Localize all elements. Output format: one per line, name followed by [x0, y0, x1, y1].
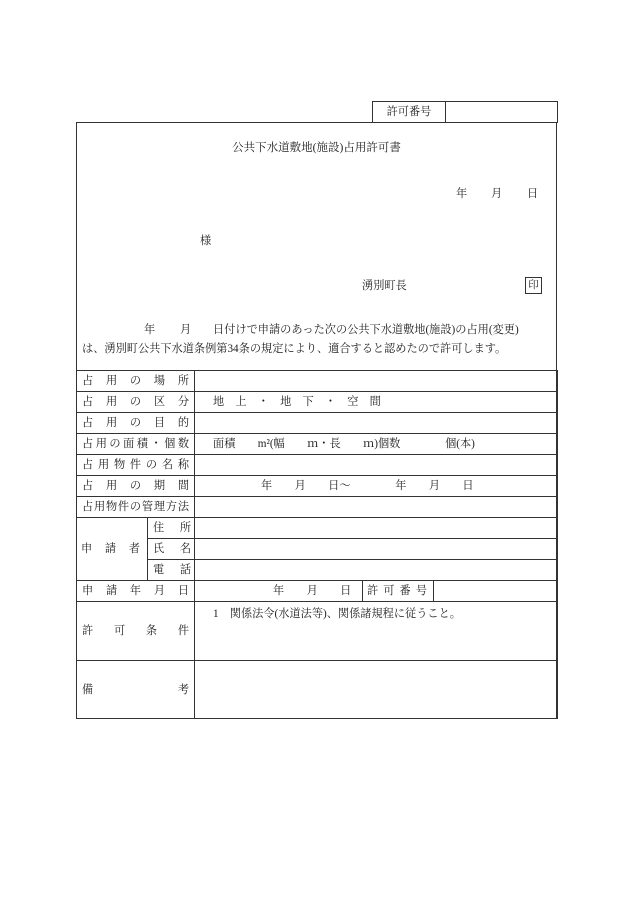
applicant-address-value	[195, 518, 558, 539]
application-date-value: 年 月 日	[195, 581, 363, 602]
row-conditions	[77, 602, 558, 661]
row-period	[77, 476, 558, 497]
applicant-phone-label: 電話	[153, 564, 192, 576]
label-cell	[77, 413, 195, 434]
conditions-value: 1 関係法令(水道法等)、関係諸規程に従うこと。	[195, 602, 558, 661]
period-label: 占用の期間	[82, 480, 190, 492]
body-year: 年	[144, 324, 156, 336]
issuer-name: 湧別町長	[362, 280, 407, 292]
row-object-name	[77, 455, 558, 476]
sub-label-cell	[148, 518, 195, 539]
applicant-cell	[77, 518, 148, 581]
application-date-label: 申請年月日	[82, 585, 190, 597]
row-permit-number-value	[434, 581, 558, 602]
management-label: 占用物件の管理方法	[82, 501, 190, 513]
row-application-date	[77, 581, 558, 602]
body-line-1: 日付けで申請のあった次の公共下水道敷地(施設)の占用(変更)	[213, 324, 519, 336]
label-cell	[77, 581, 195, 602]
issue-date-day: 日	[527, 188, 539, 200]
document-title: 公共下水道敷地(施設)占用許可書	[232, 142, 401, 154]
row-permit-number-label: 許可番号	[367, 585, 428, 597]
remarks-label: 備考	[82, 683, 190, 696]
management-value	[195, 497, 558, 518]
label-cell	[77, 602, 195, 661]
applicant-phone-value	[195, 560, 558, 581]
label-cell	[77, 392, 195, 413]
label-cell	[77, 371, 195, 392]
issue-date-month: 月	[491, 188, 503, 200]
permit-number-value	[446, 102, 558, 123]
body-month: 月	[180, 324, 192, 336]
row-area	[77, 434, 558, 455]
row-category	[77, 392, 558, 413]
permit-number-label: 許可番号	[373, 102, 446, 123]
row-applicant-phone	[77, 560, 558, 581]
category-label: 占用の区分	[82, 396, 190, 408]
place-value	[195, 371, 558, 392]
row-purpose	[77, 413, 558, 434]
category-value: 地 上 ・ 地 下 ・ 空 間	[195, 392, 558, 413]
period-value: 年 月 日～ 年 月 日	[195, 476, 558, 497]
label-cell	[77, 661, 195, 719]
place-label: 占用の場所	[82, 375, 190, 387]
row-place	[77, 371, 558, 392]
remarks-value	[195, 661, 558, 719]
object-name-value	[195, 455, 558, 476]
permit-number-box	[372, 101, 558, 123]
area-label: 占用の面積・個数	[82, 438, 190, 450]
row-applicant-address	[77, 518, 558, 539]
row-management	[77, 497, 558, 518]
applicant-address-label: 住所	[153, 522, 192, 534]
applicant-label: 申請者	[81, 543, 140, 555]
addressee-suffix: 様	[200, 235, 212, 247]
label-cell	[77, 434, 195, 455]
issue-date-year: 年	[456, 188, 468, 200]
permit-details-table	[76, 370, 558, 719]
row-applicant-name	[77, 539, 558, 560]
object-name-label: 占用物件の名称	[82, 459, 190, 471]
row-permit-number-cell	[363, 581, 434, 602]
body-line-2: は、湧別町公共下水道条例第34条の規定により、適合すると認めたので許可します。	[82, 343, 507, 355]
purpose-value	[195, 413, 558, 434]
row-remarks	[77, 661, 558, 719]
label-cell	[77, 497, 195, 518]
sub-label-cell	[148, 560, 195, 581]
purpose-label: 占用の目的	[82, 417, 190, 429]
sub-label-cell	[148, 539, 195, 560]
label-cell	[77, 455, 195, 476]
applicant-name-value	[195, 539, 558, 560]
area-value: 面積 m²(幅 ｍ・長 ｍ)個数 個(本)	[195, 434, 558, 455]
seal-mark: 印	[525, 277, 542, 294]
label-cell	[77, 476, 195, 497]
conditions-label: 許可条件	[82, 625, 190, 637]
applicant-name-label: 氏名	[153, 543, 192, 555]
